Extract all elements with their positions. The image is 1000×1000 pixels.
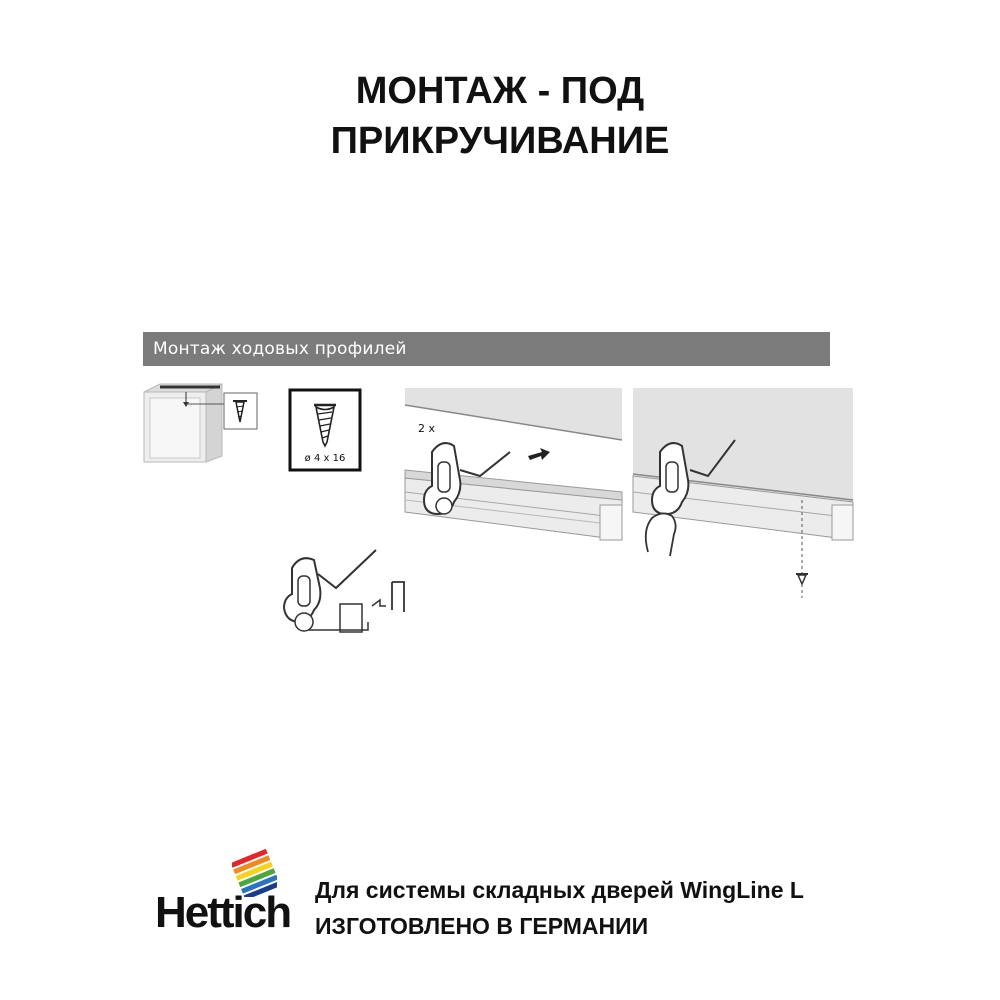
cabinet-illustration bbox=[144, 384, 224, 462]
screw-size-box bbox=[290, 390, 360, 470]
page-title-line-1: МОНТАЖ - ПОД bbox=[355, 70, 645, 112]
product-info bbox=[315, 872, 804, 944]
made-in-line: ИЗГОТОВЛЕНО В ГЕРМАНИИ bbox=[315, 913, 649, 939]
step1-rail-illustration bbox=[405, 388, 622, 540]
product-system-line: Для системы складных дверей WingLine L bbox=[315, 877, 804, 903]
screw-small-box bbox=[224, 393, 257, 429]
quantity-label: 2 x bbox=[418, 422, 436, 435]
page-title-line-2: ПРИКРУЧИВАНИЕ bbox=[330, 120, 670, 162]
screw-size-label: ø 4 x 16 bbox=[304, 453, 346, 464]
hettich-logo: Hettich bbox=[155, 888, 291, 937]
clip-detail-illustration bbox=[284, 550, 404, 632]
step2-rail-illustration bbox=[633, 388, 853, 598]
section-header-label: Монтаж ходовых профилей bbox=[153, 339, 407, 359]
